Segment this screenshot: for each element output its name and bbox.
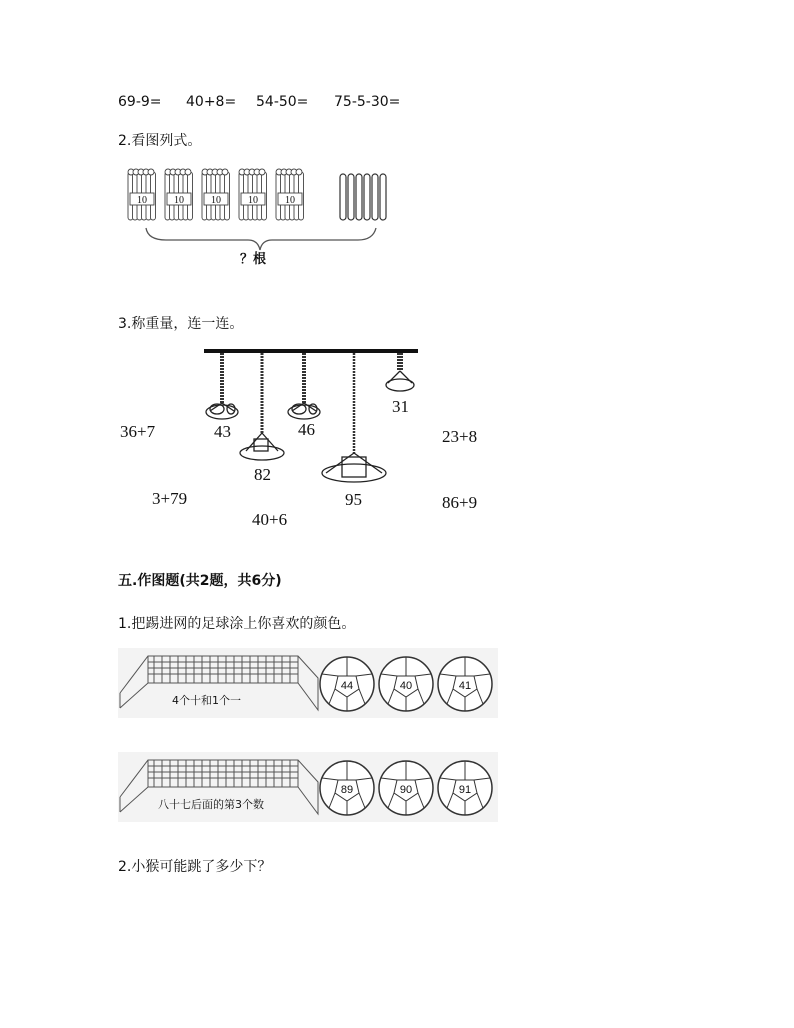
ball-number: 91	[458, 784, 472, 796]
stick-bundle	[165, 169, 193, 220]
q5-1-title: 1.把踢进网的足球涂上你喜欢的颜色。	[118, 616, 356, 632]
stick-bundle	[128, 169, 156, 220]
bundle-label: 10	[174, 195, 184, 206]
bundle-label: 10	[211, 195, 221, 206]
arith-item-4: 75-5-30=	[334, 94, 401, 110]
soccer-ball-89	[320, 761, 374, 815]
soccer-ball-91	[438, 761, 492, 815]
expr-86-9: 86+9	[442, 493, 478, 512]
arith-item-3: 54-50=	[256, 94, 309, 110]
q5-2-title: 2.小猴可能跳了多少下？	[118, 859, 272, 875]
weight-95: 95	[345, 490, 362, 509]
weight-43: 43	[214, 422, 231, 441]
soccer-ball-44	[320, 657, 374, 711]
soccer-ball-90	[379, 761, 433, 815]
expr-3-79: 3+79	[152, 489, 188, 508]
stick-bundle	[202, 169, 230, 220]
goal-1-label: 4个十和1个一	[172, 694, 241, 707]
expr-40-6: 40+6	[252, 510, 288, 529]
bundle-label: 10	[248, 195, 258, 206]
q3-title: 3.称重量，连一连。	[118, 316, 244, 332]
bundle-label: 10	[137, 195, 147, 206]
ball-number: 90	[399, 784, 413, 796]
ball-number: 89	[340, 784, 354, 796]
ball-number: 40	[399, 680, 413, 692]
weight-46: 46	[298, 420, 315, 439]
brace	[146, 228, 376, 250]
bundle-label: 10	[285, 195, 295, 206]
goal-2-label: 八十七后面的第3个数	[158, 798, 264, 811]
weight-31: 31	[392, 397, 409, 416]
ball-number: 44	[340, 680, 354, 692]
stick-bundle	[276, 169, 304, 220]
soccer-ball-40	[379, 657, 433, 711]
ball-number: 41	[458, 680, 472, 692]
section-heading: 五.作图题(共2题，共6分)	[118, 573, 282, 589]
arith-item-2: 40+8=	[186, 94, 237, 110]
arith-item-1: 69-9=	[118, 94, 162, 110]
stick-bundle	[239, 169, 267, 220]
expr-23-8: 23+8	[442, 427, 478, 446]
question-label: ？根	[240, 252, 267, 267]
stick-bundles	[128, 169, 304, 220]
loose-sticks	[340, 174, 386, 220]
soccer-ball-41	[438, 657, 492, 711]
q2-title: 2.看图列式。	[118, 133, 202, 149]
expr-36-7: 36+7	[120, 422, 156, 441]
weight-82: 82	[254, 465, 271, 484]
